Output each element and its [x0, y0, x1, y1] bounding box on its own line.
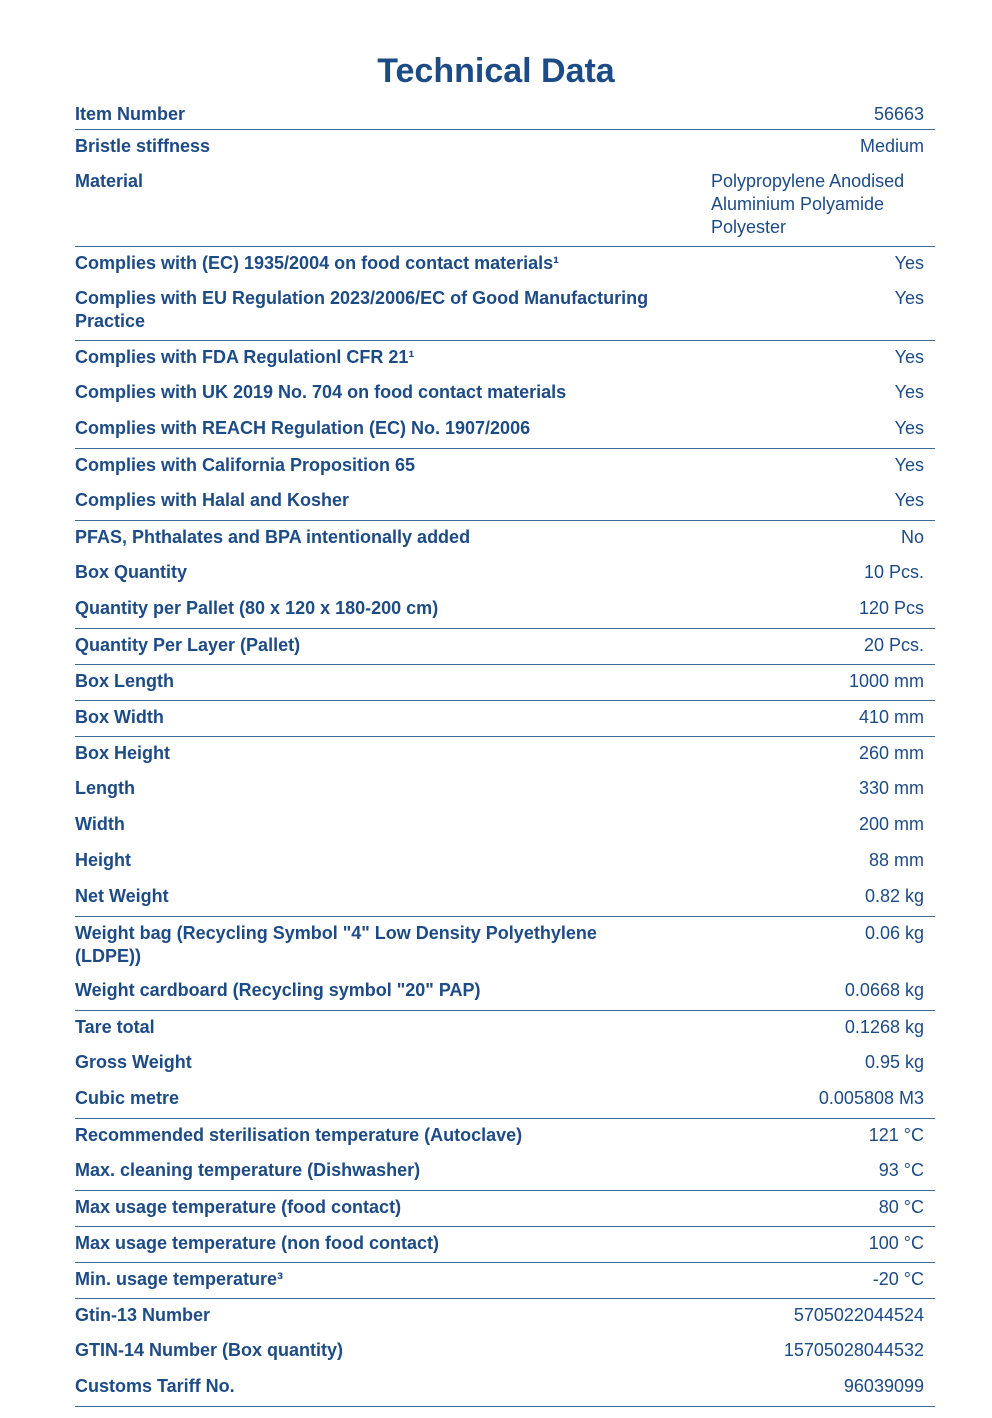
row-label: Complies with UK 2019 No. 704 on food contact materials [75, 382, 567, 402]
row-value: 0.0668 kg [698, 974, 935, 1010]
row-value: 80 °C [698, 1190, 935, 1226]
row-label: Complies with Halal and Kosher [75, 484, 698, 520]
row-label: Box Width [75, 700, 698, 736]
table-row [75, 340, 935, 376]
table-row [75, 916, 935, 974]
row-label: Recommended sterilisation temperature (Autoclave) [75, 1124, 523, 1145]
row-value: 0.1268 kg [844, 1016, 924, 1037]
row-value: Yes [894, 252, 924, 273]
table-row [75, 448, 935, 484]
table-row [75, 246, 935, 282]
table-row [75, 129, 935, 165]
table-row [75, 1154, 935, 1190]
row-value: Yes [698, 282, 935, 340]
row-value: 100 °C [698, 1226, 935, 1262]
row-label: Weight bag (Recycling Symbol "4" Low Density Polyethylene (LDPE)) [75, 922, 597, 966]
table-row [75, 700, 935, 736]
row-label: Length [75, 778, 135, 798]
row-value: Medium [859, 135, 924, 156]
table-row [75, 1046, 935, 1082]
row-label: Item Number [75, 98, 698, 129]
table-row [75, 556, 935, 592]
row-label: Complies with (EC) 1935/2004 on food contact materials¹ [75, 252, 560, 273]
row-value: Yes [698, 412, 935, 448]
table-row [75, 1262, 935, 1298]
row-value: 93 °C [698, 1154, 935, 1190]
row-value: 120 Pcs [698, 592, 935, 628]
table-row [75, 484, 935, 520]
row-label: Gross Weight [75, 1052, 192, 1072]
row-label: Max usage temperature (non food contact) [75, 1226, 698, 1262]
table-row [75, 1010, 935, 1046]
table-row [75, 628, 935, 664]
spec-table [75, 98, 935, 1407]
row-value: 0.06 kg [864, 922, 924, 943]
table-row [75, 1118, 935, 1154]
row-value: 5705022044524 [793, 1304, 924, 1325]
table-row [75, 664, 935, 700]
row-value: 0.82 kg [698, 880, 935, 916]
row-label: Complies with FDA Regulationl CFR 21¹ [75, 346, 415, 367]
row-value: No [900, 526, 924, 547]
table-row [75, 772, 935, 808]
page-title: Technical Data [377, 52, 615, 90]
table-row [75, 880, 935, 916]
table-row [75, 808, 935, 844]
row-label: Complies with EU Regulation 2023/2006/EC of Good Manufacturing Practice [75, 288, 649, 331]
row-value: 260 mm [858, 742, 924, 763]
row-label: Gtin-13 Number [75, 1304, 211, 1325]
row-value: 15705028044532 [783, 1340, 924, 1360]
table-row [75, 520, 935, 556]
table-row [75, 1082, 935, 1118]
row-label: Complies with REACH Regulation (EC) No. 1907/2006 [75, 412, 698, 448]
row-value: 330 mm [858, 778, 924, 798]
row-value: 10 Pcs. [863, 562, 924, 582]
table-row [75, 1226, 935, 1262]
row-label: Tare total [75, 1016, 155, 1037]
row-label: Min. usage temperature³ [75, 1262, 698, 1298]
row-value: Yes [698, 484, 935, 520]
row-label: Max. cleaning temperature (Dishwasher) [75, 1154, 698, 1190]
row-value: 96039099 [698, 1370, 935, 1406]
row-label: Box Length [75, 664, 698, 700]
row-label: Net Weight [75, 880, 698, 916]
row-label: Height [75, 850, 131, 870]
row-value: 0.005808 M3 [698, 1082, 935, 1118]
row-label: Box Quantity [75, 562, 188, 582]
row-label: Material [75, 165, 698, 246]
row-label: Weight cardboard (Recycling symbol "20" PAP) [75, 974, 698, 1010]
row-value: 200 mm [858, 814, 924, 834]
table-row [75, 1298, 935, 1334]
table-row [75, 1334, 935, 1370]
row-value: 0.95 kg [864, 1052, 924, 1072]
table-row [75, 1190, 935, 1226]
table-row [75, 844, 935, 880]
table-row [75, 736, 935, 772]
row-value: Yes [894, 454, 924, 475]
row-value: Yes [894, 346, 924, 367]
row-value: 88 mm [868, 850, 924, 870]
table-row [75, 98, 935, 129]
row-label: GTIN-14 Number (Box quantity) [75, 1340, 344, 1360]
row-label: Complies with California Proposition 65 [75, 454, 416, 475]
row-value: Yes [894, 382, 924, 402]
row-value: 20 Pcs. [698, 628, 935, 664]
row-label: Bristle stiffness [75, 135, 211, 156]
row-value: 410 mm [698, 700, 935, 736]
row-label: Max usage temperature (food contact) [75, 1190, 698, 1226]
table-row [75, 592, 935, 628]
table-row [75, 376, 935, 412]
table-row [75, 974, 935, 1010]
row-label: Cubic metre [75, 1082, 698, 1118]
table-row [75, 412, 935, 448]
row-label: Width [75, 814, 125, 834]
table-row [75, 282, 935, 340]
row-label: Box Height [75, 742, 171, 763]
table-row [75, 1370, 935, 1406]
row-value: 1000 mm [698, 664, 935, 700]
row-label: Quantity Per Layer (Pallet) [75, 628, 698, 664]
row-label: PFAS, Phthalates and BPA intentionally added [75, 526, 471, 547]
table-row [75, 165, 935, 246]
row-value: Polypropylene Anodised Aluminium Polyamide Polyester [711, 171, 905, 237]
row-value: -20 °C [698, 1262, 935, 1298]
row-label: Customs Tariff No. [75, 1370, 698, 1406]
row-label: Quantity per Pallet (80 x 120 x 180-200 cm) [75, 592, 698, 628]
row-value: 121 °C [868, 1124, 924, 1145]
row-value: 56663 [698, 98, 935, 129]
